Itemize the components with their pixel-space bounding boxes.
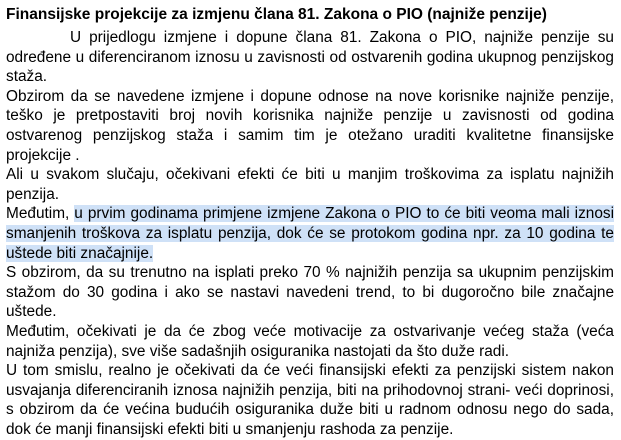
paragraph-7[interactable]: U tom smislu, realno je očekivati da će veći finansijski efekti za penzijski sistem nakon usvajanja diferenciranih iznosa najnižih penzija, biti na prihodovnoj strani- veći doprinosi, s obzirom da će većina budućih osiguranika duže biti u radnom odnosu nego do sada, dok će manji finansijski efekti biti u smanjenju rashoda za penzije.: [6, 362, 614, 438]
paragraph-4[interactable]: [6, 204, 614, 263]
paragraph-3[interactable]: Ali u svakom slučaju, očekivani efekti će biti u manjim troškovima za isplatu najnižih penzija.: [6, 166, 614, 203]
paragraph-2[interactable]: Obzirom da se navedene izmjene i dopune odnose na nove korisnike najniže penzije, teško je pretpostaviti broj novih korisnika najniže penzije u zavisnosti od godina ostvarenog penzijskog staža i samim tim je otežano uraditi kvalitetne finansijske projekcije .: [6, 87, 614, 164]
paragraph-1[interactable]: U prijedlogu izmjene i dopune člana 81. Zakona o PIO, najniže penzije su određene u diferenciranom iznosu u zavisnosti od ostvarenih godina ukupnog penzijskog staža.: [6, 29, 614, 86]
paragraph-4-start[interactable]: Međutim,: [6, 205, 75, 223]
document-page: [6, 5, 614, 439]
paragraph-6[interactable]: Međutim, očekivati je da će zbog veće motivacije za ostvarivanje većeg staža (veća najniža penzija), sve više sadašnjih osiguranika nastojati da što duže radi.: [6, 322, 614, 360]
paragraph-5[interactable]: S obzirom, da su trenutno na isplati preko 70 % najnižih penzija sa ukupnim penzijskim stažom do 30 godina i ako se nastavi navedeni trend, to bi dugoročno bile značajne uštede.: [6, 264, 614, 321]
selected-text-highlight[interactable]: u prvim godinama primjene izmjene Zakona o PIO to će biti veoma mali iznosi smanjenih troškova za isplatu penzija, dok će se protokom godina npr. za 10 godina te uštede biti značajnije.: [6, 205, 614, 262]
document-title: Finansijske projekcije za izmjenu člana 81. Zakona o PIO (najniže penzije): [6, 6, 547, 23]
